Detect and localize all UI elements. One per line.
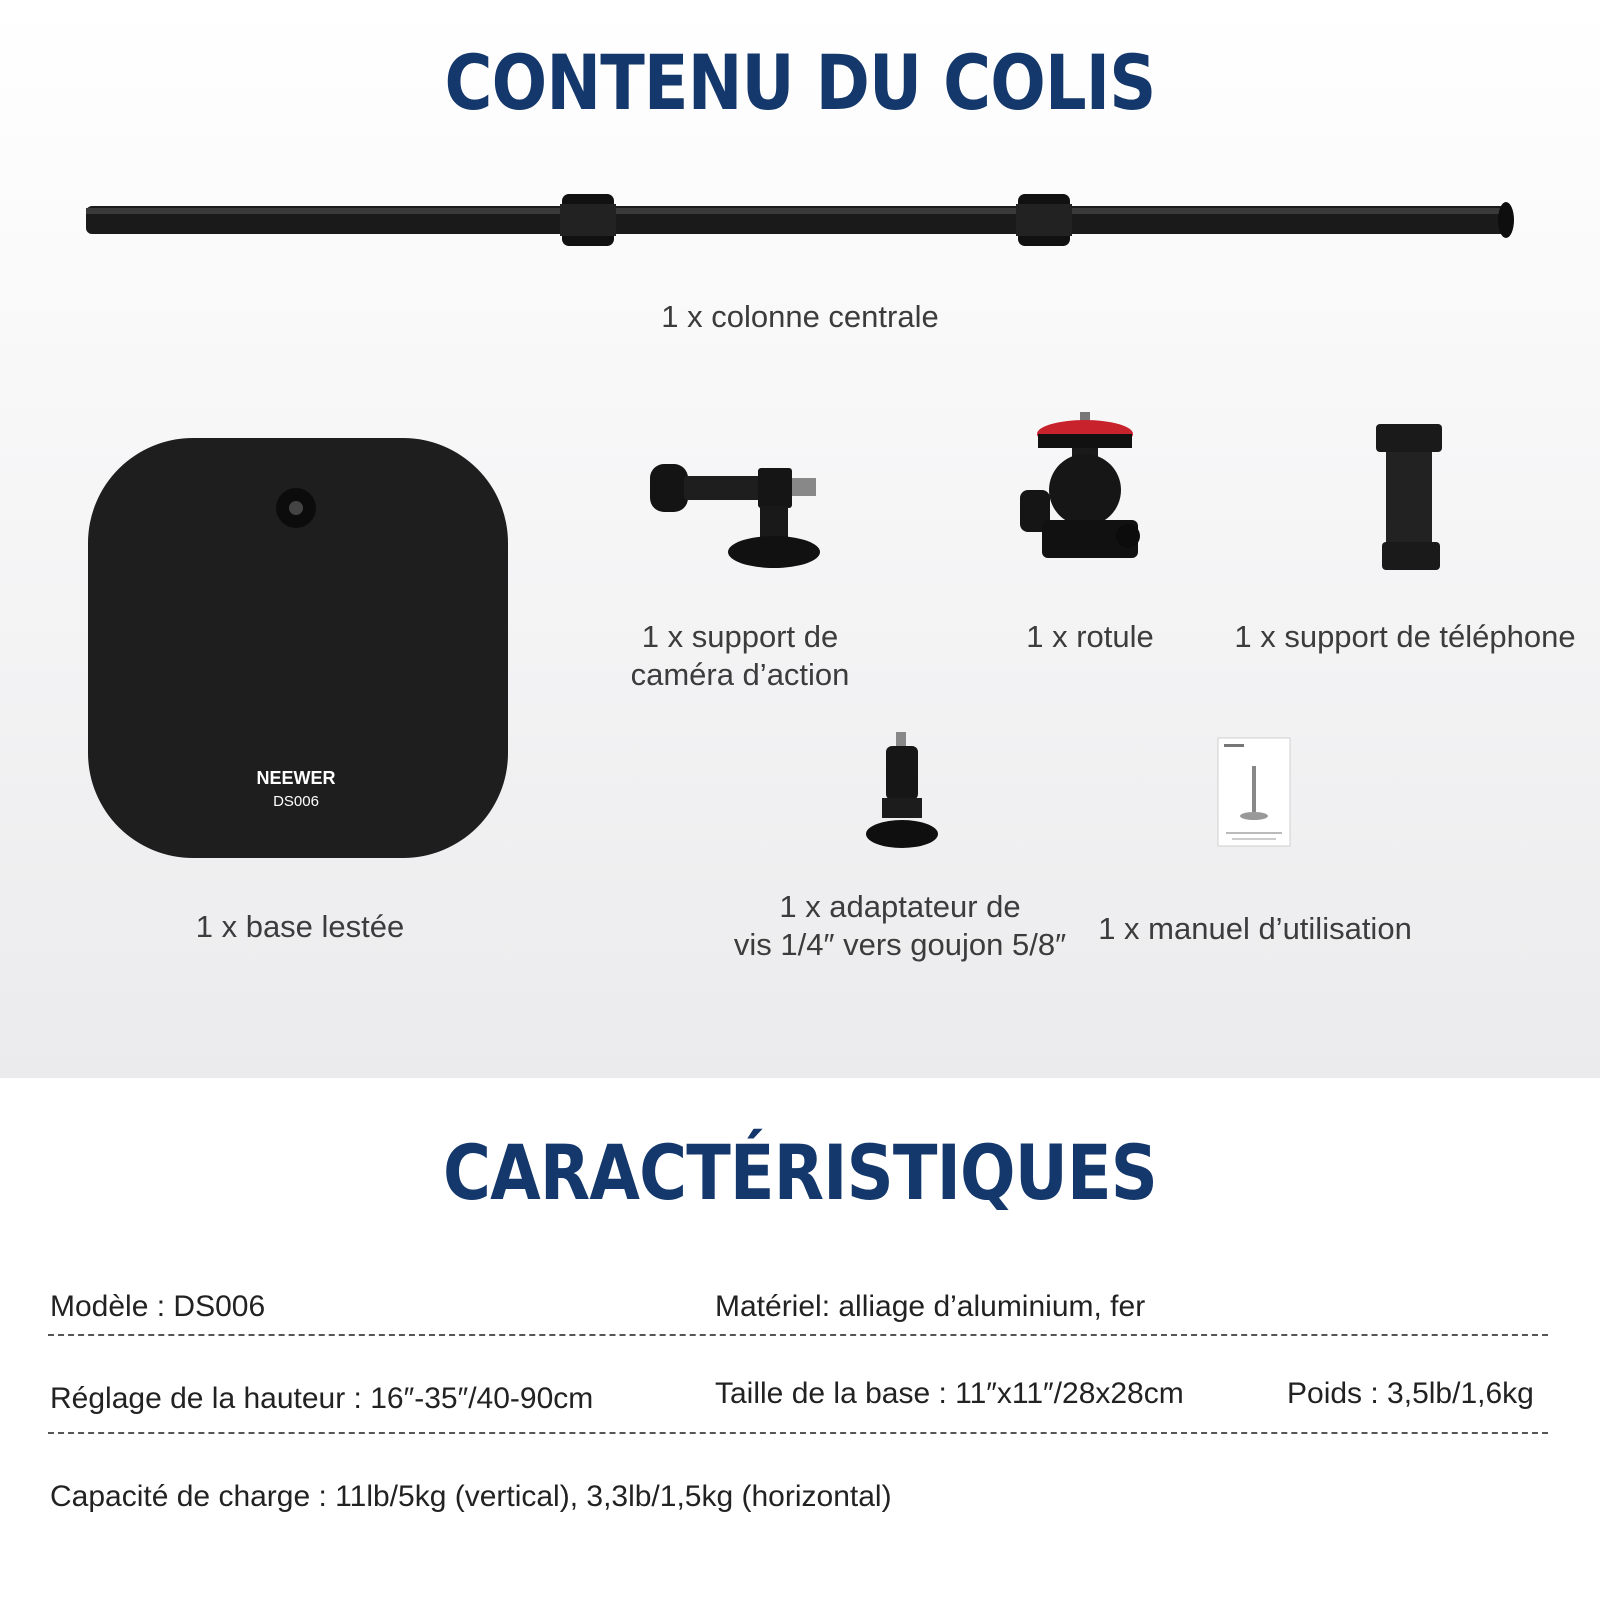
spec-model: Modèle : DS006 xyxy=(50,1290,266,1323)
spec-base-size: Taille de la base : 11″x11″/28x28cm xyxy=(715,1377,1184,1410)
action-cam-mount-label xyxy=(580,618,900,694)
manual-image xyxy=(1218,738,1292,848)
center-column-image xyxy=(86,192,1516,254)
weighted-base-image xyxy=(88,438,510,860)
phone-holder-image xyxy=(1376,424,1446,574)
package-title: CONTENU DU COLIS xyxy=(444,38,1156,127)
spec-height: Réglage de la hauteur : 16″-35″/40-90cm xyxy=(50,1382,594,1415)
adapter-label xyxy=(700,888,1100,964)
ball-head-image xyxy=(1020,412,1150,582)
action-cam-mount-label-line2: caméra d’action xyxy=(630,657,850,692)
adapter-label-line1: 1 x adaptateur de xyxy=(779,889,1021,924)
base-model-text: DS006 xyxy=(273,793,319,810)
specs-title: CARACTÉRISTIQUES xyxy=(443,1128,1157,1217)
manual-label: 1 x manuel d’utilisation xyxy=(1098,911,1412,946)
spec-load: Capacité de charge : 11lb/5kg (vertical), 3,3lb/1,5kg (horizontal) xyxy=(50,1480,892,1513)
phone-holder-label: 1 x support de téléphone xyxy=(1234,619,1576,654)
adapter-image xyxy=(862,732,942,852)
spec-material: Matériel: alliage d’aluminium, fer xyxy=(715,1290,1146,1323)
center-column-label: 1 x colonne centrale xyxy=(661,299,939,334)
weighted-base-label: 1 x base lestée xyxy=(195,909,405,944)
spec-weight: Poids : 3,5lb/1,6kg xyxy=(1287,1377,1534,1410)
base-brand-text: NEEWER xyxy=(256,768,336,788)
spec-divider-2 xyxy=(48,1432,1548,1434)
action-cam-mount-image xyxy=(650,462,830,572)
ball-head-label: 1 x rotule xyxy=(1026,619,1154,654)
action-cam-mount-label-line1: 1 x support de xyxy=(641,619,839,654)
adapter-label-line2: vis 1/4″ vers goujon 5/8″ xyxy=(733,927,1067,962)
spec-divider-1 xyxy=(48,1334,1548,1336)
